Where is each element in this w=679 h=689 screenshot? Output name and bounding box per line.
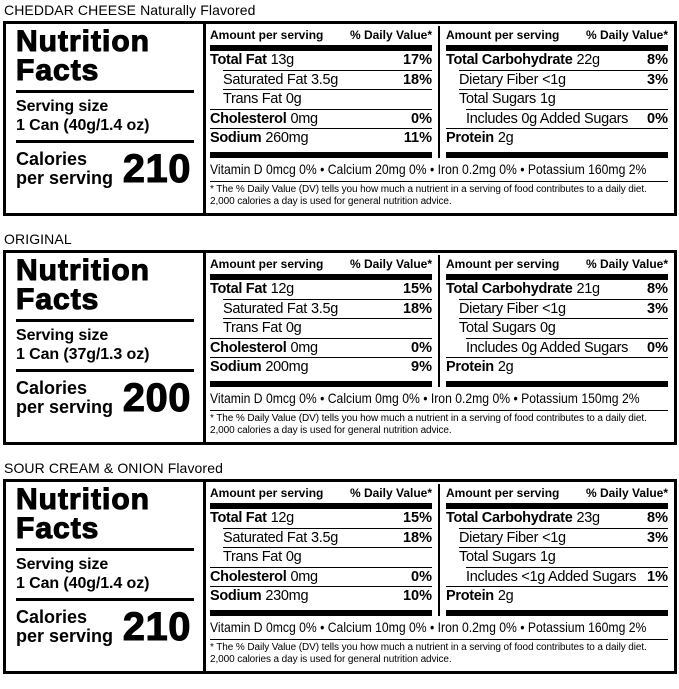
serving-size-value: 1 Can (40g/1.4 oz): [16, 575, 150, 592]
nutrient-row-sodium: [210, 128, 432, 148]
nutrient-daily-value: 9%: [411, 359, 432, 375]
column-header: [446, 255, 668, 274]
nutrient-label: [223, 530, 338, 547]
nutrient-name: Includes 0g Added Sugars: [466, 339, 629, 356]
nutrient-name: Cholesterol: [210, 568, 287, 585]
nutrient-name: Total Fat: [210, 281, 267, 297]
nutrition-facts-heading: [16, 27, 194, 85]
nutrient-name: Total Sugars: [459, 91, 536, 107]
nutrient-label: [223, 320, 301, 337]
nutrient-daily-value: 0%: [411, 568, 432, 585]
nutrient-daily-value: 15%: [402, 281, 432, 297]
nutrient-columns: [210, 484, 668, 616]
nutrient-row-sodium: [210, 357, 432, 377]
nutrition-labels-sheet: [3, 2, 677, 674]
fat-column: [210, 484, 440, 616]
nutrient-label: [223, 301, 338, 318]
nutrients-region: [206, 24, 674, 213]
nutrition-facts-heading: [16, 256, 194, 314]
nutrient-row-total-carbohydrate: [446, 51, 668, 70]
calories-value: 200: [122, 376, 191, 420]
nutrition-panel: [3, 231, 677, 445]
nutrient-amount: 3.5g: [310, 71, 338, 88]
nutrient-amount: 12g: [270, 281, 294, 297]
facts-summary-column: [6, 482, 206, 671]
nutrient-label: [446, 510, 600, 527]
calories-label-line2: per serving: [16, 168, 114, 188]
nutrition-facts-heading-line2: Facts: [16, 512, 100, 545]
nutrient-name: Saturated Fat: [223, 71, 307, 88]
nutrient-label: [446, 52, 600, 69]
nutrient-daily-value: 10%: [402, 588, 432, 604]
nutrient-name: Total Carbohydrate: [446, 281, 573, 297]
nutrition-panel: [3, 2, 677, 216]
daily-value-footnote: * The % Daily Value (DV) tells you how much a nutrient in a serving of food contributes to a daily diet. 2,000 calories a day is used for general nutrition advice.: [210, 642, 647, 665]
daily-value-header: % Daily Value*: [349, 486, 432, 500]
nutrient-label: [210, 340, 318, 357]
nutrient-name: Trans Fat: [223, 549, 282, 565]
nutrient-row-total-carbohydrate: [446, 280, 668, 299]
calories-label-line1: Calories: [16, 378, 88, 398]
nutrient-row-total-carbohydrate: [446, 509, 668, 528]
nutrient-amount: 2g: [497, 359, 514, 375]
nutrition-facts-box: [3, 479, 677, 674]
carb-column: [440, 484, 668, 616]
nutrient-name: Includes <1g Added Sugars: [466, 568, 637, 585]
nutrient-amount: 0g: [285, 320, 302, 336]
nutrient-daily-value: 8%: [647, 510, 668, 526]
nutrients-region: [206, 482, 674, 671]
nutrient-amount: 12g: [270, 510, 294, 526]
nutrient-label: [223, 549, 301, 566]
nutrient-amount: 13g: [270, 52, 294, 68]
nutrient-daily-value: 18%: [402, 71, 432, 88]
facts-summary-column: [6, 253, 206, 442]
nutrient-name: Includes 0g Added Sugars: [466, 110, 629, 127]
divider: [16, 140, 194, 143]
nutrient-daily-value: 1%: [647, 568, 668, 585]
nutrient-label: [459, 91, 556, 108]
column-header: [446, 26, 668, 45]
daily-value-footnote: * The % Daily Value (DV) tells you how much a nutrient in a serving of food contributes to a daily diet. 2,000 calories a day is used for general nutrition advice.: [210, 413, 647, 436]
nutrient-label: [210, 111, 318, 128]
panel-title: ORIGINAL: [4, 231, 72, 247]
nutrient-name: Protein: [446, 130, 494, 146]
nutrient-row-total-fat: [210, 509, 432, 528]
vitamins-minerals-line: Vitamin D 0mcg 0% • Calcium 0mg 0% • Iron 0.2mg 0% • Potassium 150mg 2%: [210, 390, 640, 406]
nutrient-amount: 3.5g: [310, 529, 338, 546]
nutrients-region: [206, 253, 674, 442]
nutrient-row-trans-fat: [223, 89, 432, 109]
nutrient-name: Sodium: [210, 130, 262, 146]
nutrient-amount: 0mg: [290, 110, 318, 127]
nutrient-name: Protein: [446, 359, 494, 375]
nutrient-name: Saturated Fat: [223, 529, 307, 546]
nutrient-amount: 0mg: [290, 568, 318, 585]
nutrient-label: [459, 72, 566, 89]
nutrient-daily-value: 3%: [647, 300, 668, 317]
nutrient-label: [210, 569, 318, 586]
nutrient-row-sodium: [210, 586, 432, 606]
column-header: [210, 255, 432, 274]
nutrient-daily-value: 15%: [402, 510, 432, 526]
nutrient-label: [210, 588, 308, 605]
calories-label-line1: Calories: [16, 149, 88, 169]
nutrient-label: [466, 340, 628, 357]
nutrient-name: Saturated Fat: [223, 300, 307, 317]
panel-title: SOUR CREAM & ONION Flavored: [4, 460, 223, 476]
nutrient-daily-value: 8%: [647, 281, 668, 297]
serving-size-value: 1 Can (37g/1.3 oz): [16, 346, 150, 363]
nutrient-row-dietary-fiber: [459, 299, 668, 319]
nutrient-row-protein: [446, 586, 668, 606]
nutrient-row-added-sugars: [466, 109, 668, 129]
calories-label: [16, 150, 113, 188]
calories-label: [16, 608, 113, 646]
nutrient-name: Total Fat: [210, 510, 267, 526]
nutrient-amount: 1g: [540, 91, 556, 107]
nutrient-label: [210, 359, 308, 376]
nutrient-row-protein: [446, 128, 668, 148]
serving-size-value: 1 Can (40g/1.4 oz): [16, 117, 150, 134]
daily-value-header: % Daily Value*: [585, 28, 668, 42]
nutrient-label: [459, 301, 566, 318]
nutrient-amount: 230mg: [265, 588, 309, 604]
nutrient-amount: 0g: [540, 320, 556, 336]
nutrient-name: Cholesterol: [210, 110, 287, 127]
calories-row: [16, 376, 194, 420]
nutrient-label: [459, 320, 556, 337]
nutrient-amount: 0mg: [290, 339, 318, 356]
divider: [16, 319, 194, 322]
calories-label: [16, 379, 113, 417]
nutrient-amount: 2g: [497, 588, 514, 604]
calories-label-line1: Calories: [16, 607, 88, 627]
nutrient-daily-value: 3%: [647, 71, 668, 88]
calories-row: [16, 605, 194, 649]
nutrient-label: [459, 530, 566, 547]
nutrient-daily-value: 11%: [403, 130, 432, 146]
nutrient-label: [223, 72, 338, 89]
nutrient-amount: 0g: [285, 549, 302, 565]
nutrient-amount: <1g: [542, 300, 566, 317]
nutrition-facts-heading-line2: Facts: [16, 54, 100, 87]
nutrition-panel: [3, 460, 677, 674]
nutrient-label: [446, 130, 513, 147]
nutrient-label: [210, 52, 294, 69]
nutrient-columns: [210, 255, 668, 387]
nutrient-amount: 260mg: [265, 130, 309, 146]
amount-per-serving-header: Amount per serving: [446, 28, 560, 42]
nutrition-facts-heading-line1: Nutrition: [16, 254, 150, 287]
nutrient-row-added-sugars: [466, 567, 668, 587]
serving-size-label: Serving size: [16, 556, 109, 573]
amount-per-serving-header: Amount per serving: [446, 257, 560, 271]
nutrient-amount: 1g: [540, 549, 556, 565]
nutrient-name: Total Fat: [210, 52, 267, 68]
fat-column: [210, 255, 440, 387]
nutrient-label: [466, 569, 636, 586]
nutrient-row-saturated-fat: [223, 70, 432, 90]
nutrient-row-total-fat: [210, 51, 432, 70]
divider: [16, 548, 194, 551]
nutrition-facts-heading: [16, 485, 194, 543]
nutrient-label: [446, 281, 600, 298]
nutrient-daily-value: 0%: [411, 339, 432, 356]
nutrient-daily-value: 18%: [402, 300, 432, 317]
calories-value: 210: [122, 147, 191, 191]
nutrient-amount: 22g: [576, 52, 600, 68]
nutrient-row-protein: [446, 357, 668, 377]
nutrient-row-saturated-fat: [223, 528, 432, 548]
nutrient-label: [466, 111, 628, 128]
nutrient-row-total-fat: [210, 280, 432, 299]
nutrient-amount: <1g: [542, 529, 566, 546]
nutrient-row-cholesterol: [210, 338, 432, 358]
nutrient-daily-value: 17%: [402, 52, 432, 68]
daily-value-header: % Daily Value*: [585, 486, 668, 500]
facts-summary-column: [6, 24, 206, 213]
calories-row: [16, 147, 194, 191]
nutrient-amount: 0g: [285, 91, 302, 107]
carb-column: [440, 255, 668, 387]
nutrient-amount: <1g: [542, 71, 566, 88]
serving-size: [16, 97, 194, 135]
amount-per-serving-header: Amount per serving: [210, 28, 324, 42]
nutrient-label: [446, 588, 513, 605]
calories-label-line2: per serving: [16, 626, 114, 646]
nutrient-name: Protein: [446, 588, 494, 604]
amount-per-serving-header: Amount per serving: [210, 257, 324, 271]
calories-label-line2: per serving: [16, 397, 114, 417]
divider: [16, 369, 194, 372]
nutrient-row-dietary-fiber: [459, 70, 668, 90]
nutrient-row-trans-fat: [223, 318, 432, 338]
nutrient-name: Dietary Fiber: [459, 529, 539, 546]
nutrition-facts-heading-line1: Nutrition: [16, 25, 150, 58]
nutrient-row-added-sugars: [466, 338, 668, 358]
nutrient-amount: 3.5g: [310, 300, 338, 317]
nutrient-row-cholesterol: [210, 109, 432, 129]
vitamins-minerals-line: Vitamin D 0mcg 0% • Calcium 10mg 0% • Iron 0.2mg 0% • Potassium 160mg 2%: [210, 619, 647, 635]
nutrient-amount: 21g: [576, 281, 600, 297]
daily-value-header: % Daily Value*: [349, 28, 432, 42]
vitamins-minerals-line: Vitamin D 0mcg 0% • Calcium 20mg 0% • Iron 0.2mg 0% • Potassium 160mg 2%: [210, 161, 647, 177]
daily-value-header: % Daily Value*: [585, 257, 668, 271]
nutrient-name: Total Sugars: [459, 320, 536, 336]
divider: [16, 598, 194, 601]
nutrient-row-total-sugars: [459, 89, 668, 109]
column-header: [210, 484, 432, 503]
nutrient-name: Trans Fat: [223, 320, 282, 336]
divider: [16, 90, 194, 93]
nutrient-amount: 23g: [576, 510, 600, 526]
daily-value-footnote: * The % Daily Value (DV) tells you how much a nutrient in a serving of food contributes to a daily diet. 2,000 calories a day is used for general nutrition advice.: [210, 184, 647, 207]
amount-per-serving-header: Amount per serving: [210, 486, 324, 500]
serving-size: [16, 555, 194, 593]
nutrient-name: Total Sugars: [459, 549, 536, 565]
nutrient-label: [210, 281, 294, 298]
nutrition-facts-box: [3, 21, 677, 216]
nutrient-row-cholesterol: [210, 567, 432, 587]
nutrient-daily-value: 8%: [647, 52, 668, 68]
nutrient-name: Dietary Fiber: [459, 300, 539, 317]
nutrient-row-total-sugars: [459, 318, 668, 338]
daily-value-header: % Daily Value*: [349, 257, 432, 271]
column-header: [210, 26, 432, 45]
nutrient-amount: 200mg: [265, 359, 309, 375]
nutrition-facts-heading-line1: Nutrition: [16, 483, 150, 516]
serving-size-label: Serving size: [16, 98, 109, 115]
nutrient-name: Total Carbohydrate: [446, 510, 573, 526]
nutrient-name: Total Carbohydrate: [446, 52, 573, 68]
nutrient-daily-value: 18%: [402, 529, 432, 546]
nutrient-row-total-sugars: [459, 547, 668, 567]
nutrition-facts-heading-line2: Facts: [16, 283, 100, 316]
nutrient-daily-value: 3%: [647, 529, 668, 546]
serving-size: [16, 326, 194, 364]
carb-column: [440, 26, 668, 158]
nutrient-label: [210, 510, 294, 527]
nutrient-daily-value: 0%: [647, 339, 668, 356]
nutrient-name: Sodium: [210, 359, 262, 375]
nutrient-row-dietary-fiber: [459, 528, 668, 548]
nutrient-row-saturated-fat: [223, 299, 432, 319]
nutrient-name: Trans Fat: [223, 91, 282, 107]
column-header: [446, 484, 668, 503]
nutrient-name: Cholesterol: [210, 339, 287, 356]
nutrient-amount: 2g: [497, 130, 514, 146]
fat-column: [210, 26, 440, 158]
nutrient-label: [223, 91, 301, 108]
nutrient-daily-value: 0%: [411, 110, 432, 127]
amount-per-serving-header: Amount per serving: [446, 486, 560, 500]
nutrient-label: [210, 130, 308, 147]
panel-title: CHEDDAR CHEESE Naturally Flavored: [4, 2, 256, 18]
nutrient-daily-value: 0%: [647, 110, 668, 127]
nutrient-row-trans-fat: [223, 547, 432, 567]
serving-size-label: Serving size: [16, 327, 109, 344]
nutrient-label: [459, 549, 556, 566]
nutrition-facts-box: [3, 250, 677, 445]
nutrient-columns: [210, 26, 668, 158]
nutrient-name: Dietary Fiber: [459, 71, 539, 88]
nutrient-label: [446, 359, 513, 376]
nutrient-name: Sodium: [210, 588, 262, 604]
calories-value: 210: [122, 605, 191, 649]
